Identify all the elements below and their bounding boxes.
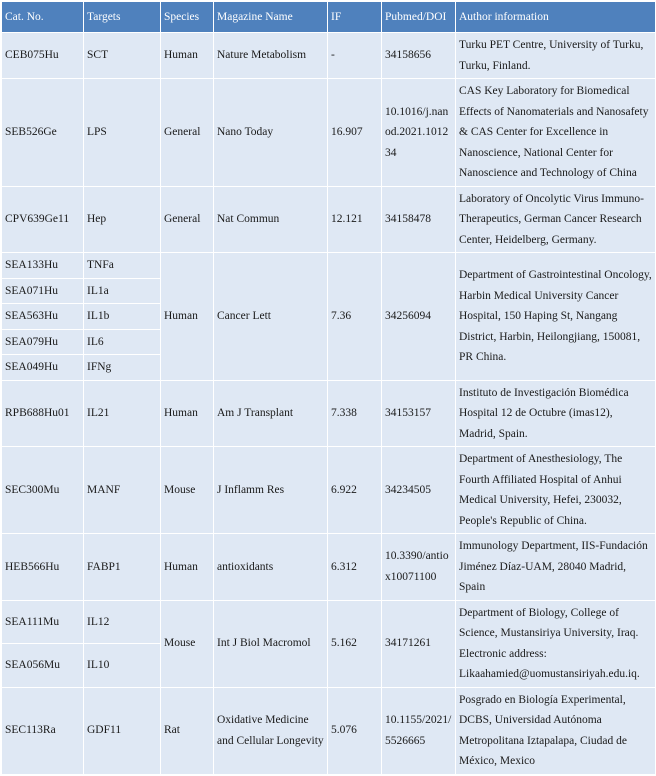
cat-no-cell: CEB075Hu (2, 33, 84, 79)
table-row (2, 79, 656, 187)
target-cell: IFNg (84, 355, 161, 381)
magazine-cell: Oxidative Medicine and Cellular Longevity (214, 687, 328, 774)
cat-no-cell: SEC300Mu (2, 447, 84, 534)
target-cell: IL6 (84, 329, 161, 355)
target-cell: SCT (84, 33, 161, 79)
pubmed-doi-cell: 34234505 (382, 447, 456, 534)
magazine-cell: Nano Today (214, 79, 328, 187)
pubmed-doi-cell: 34158478 (382, 186, 456, 253)
header-species: Species (161, 2, 214, 33)
author-cell: Laboratory of Oncolytic Virus Immuno-Therapeutics, German Cancer Research Center, Heidelberg, Germany. (456, 186, 656, 253)
cat-no-cell: SEB526Ge (2, 79, 84, 187)
species-cell: Human (161, 33, 214, 79)
cat-no-cell: SEA049Hu (2, 355, 84, 381)
if-cell: 12.121 (328, 186, 382, 253)
table-row (2, 33, 656, 79)
table-row (2, 186, 656, 253)
magazine-cell: Nature Metabolism (214, 33, 328, 79)
species-cell: Rat (161, 687, 214, 774)
if-cell: 7.36 (328, 253, 382, 381)
table-row (2, 447, 656, 534)
target-cell: FABP1 (84, 534, 161, 601)
author-cell: Department of Anesthesiology, The Fourth Affiliated Hospital of Anhui Medical University, Hefei, 230032, People's Republic of China. (456, 447, 656, 534)
species-cell: Mouse (161, 447, 214, 534)
cat-no-cell: SEA056Mu (2, 644, 84, 688)
header-if: IF (328, 2, 382, 33)
header-targets: Targets (84, 2, 161, 33)
target-cell: IL12 (84, 600, 161, 644)
target-cell: IL1a (84, 278, 161, 304)
cat-no-cell: SEA133Hu (2, 253, 84, 279)
if-cell: 5.162 (328, 600, 382, 687)
cat-no-cell: SEA111Mu (2, 600, 84, 644)
magazine-cell: Int J Biol Macromol (214, 600, 328, 687)
target-cell: IL10 (84, 644, 161, 688)
magazine-cell: Nat Commun (214, 186, 328, 253)
cat-no-cell: RPB688Hu01 (2, 380, 84, 447)
cat-no-cell: CPV639Ge11 (2, 186, 84, 253)
pubmed-doi-cell: 34158656 (382, 33, 456, 79)
pubmed-doi-cell: 34256094 (382, 253, 456, 381)
magazine-cell: Cancer Lett (214, 253, 328, 381)
table-row (2, 600, 656, 644)
target-cell: IL1b (84, 304, 161, 330)
species-cell: General (161, 186, 214, 253)
target-cell: Hep (84, 186, 161, 253)
header-magazine-name: Magazine Name (214, 2, 328, 33)
table-row (2, 534, 656, 601)
if-cell: 16.907 (328, 79, 382, 187)
pubmed-doi-cell: 34171261 (382, 600, 456, 687)
target-cell: IL21 (84, 380, 161, 447)
if-cell: 6.312 (328, 534, 382, 601)
cat-no-cell: HEB566Hu (2, 534, 84, 601)
species-cell: Human (161, 534, 214, 601)
publication-table (1, 1, 656, 775)
target-cell: TNFa (84, 253, 161, 279)
pubmed-doi-cell: 34153157 (382, 380, 456, 447)
author-cell: Instituto de Investigación Biomédica Hospital 12 de Octubre (imas12), Madrid, Spain. (456, 380, 656, 447)
species-cell: Human (161, 253, 214, 381)
cat-no-cell: SEA563Hu (2, 304, 84, 330)
author-cell: Department of Gastrointestinal Oncology, Harbin Medical University Cancer Hospital, 150 Haping St, Nangang District, Harbin, Heilongjiang, 150081, PR China. (456, 253, 656, 381)
table-header-row (2, 2, 656, 33)
pubmed-doi-cell: 10.1155/2021/5526665 (382, 687, 456, 774)
author-cell: Immunology Department, IIS-Fundación Jiménez Díaz-UAM, 28040 Madrid, Spain (456, 534, 656, 601)
header-author-information: Author information (456, 2, 656, 33)
author-cell: CAS Key Laboratory for Biomedical Effects of Nanomaterials and Nanosafety & CAS Center for Excellence in Nanoscience, National Center for Nanoscience and Technology of China (456, 79, 656, 187)
cat-no-cell: SEA079Hu (2, 329, 84, 355)
table-row (2, 253, 656, 279)
species-cell: Mouse (161, 600, 214, 687)
pubmed-doi-cell: 10.3390/antiox10071100 (382, 534, 456, 601)
if-cell: - (328, 33, 382, 79)
if-cell: 6.922 (328, 447, 382, 534)
author-cell: Department of Biology, College of Science, Mustansiriya University, Iraq. Electronic address: Likaahamied@uomustansiriyah.edu.iq. (456, 600, 656, 687)
target-cell: MANF (84, 447, 161, 534)
author-cell: Posgrado en Biología Experimental, DCBS, Universidad Autónoma Metropolitana Iztapalapa, Ciudad de México, Mexico (456, 687, 656, 774)
target-cell: GDF11 (84, 687, 161, 774)
pubmed-doi-cell: 10.1016/j.nanod.2021.101234 (382, 79, 456, 187)
magazine-cell: antioxidants (214, 534, 328, 601)
if-cell: 7.338 (328, 380, 382, 447)
species-cell: General (161, 79, 214, 187)
header-pubmed-doi: Pubmed/DOI (382, 2, 456, 33)
author-cell: Turku PET Centre, University of Turku, Turku, Finland. (456, 33, 656, 79)
if-cell: 5.076 (328, 687, 382, 774)
table-row (2, 380, 656, 447)
cat-no-cell: SEA071Hu (2, 278, 84, 304)
magazine-cell: J Inflamm Res (214, 447, 328, 534)
table-row (2, 687, 656, 774)
cat-no-cell: SEC113Ra (2, 687, 84, 774)
species-cell: Human (161, 380, 214, 447)
magazine-cell: Am J Transplant (214, 380, 328, 447)
target-cell: LPS (84, 79, 161, 187)
header-cat-no: Cat. No. (2, 2, 84, 33)
